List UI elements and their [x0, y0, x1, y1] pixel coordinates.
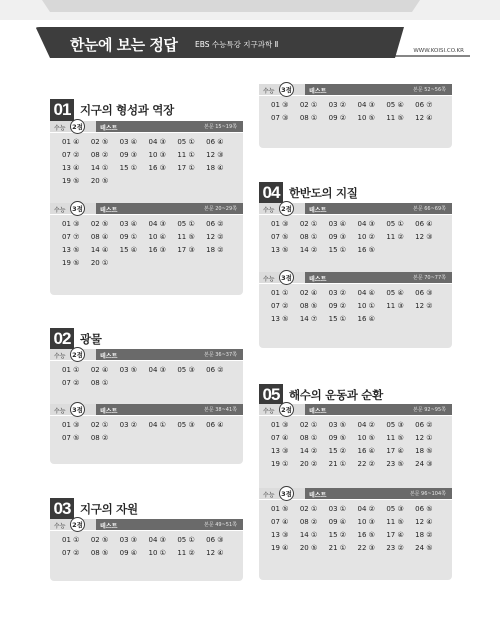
answer-item: 09 ②	[328, 114, 347, 122]
answer-item: 10 ⑤	[357, 114, 375, 122]
answer-item: 01 ①	[271, 289, 289, 297]
answer-item: 13 ⑤	[271, 315, 289, 323]
section-05-heading	[259, 384, 383, 406]
answer-item: 03 ②	[328, 101, 347, 109]
grade-badge: 3점	[279, 486, 294, 501]
test-bar	[50, 203, 243, 214]
test-label: 테스트	[100, 207, 118, 214]
answer-item: 07 ⑦	[62, 233, 80, 241]
answer-grid	[62, 218, 235, 270]
answer-item: 10 ①	[357, 302, 375, 310]
answer-item: 01 ③	[62, 220, 80, 228]
answer-item: 07 ④	[271, 434, 289, 442]
answer-grid	[62, 364, 235, 390]
page-range: 본문 15~19쪽	[204, 124, 237, 130]
answer-item: 19 ⑤	[62, 177, 80, 185]
answer-item: 08 ②	[90, 151, 109, 159]
section-title: 지구의 자원	[80, 502, 138, 516]
section-number: 04	[259, 182, 283, 204]
answer-item: 05 ①	[177, 220, 195, 228]
test-label: 테스트	[309, 88, 327, 95]
answer-item: 02 ①	[299, 421, 318, 429]
test-bar	[259, 203, 452, 214]
answer-item: 20 ②	[299, 460, 318, 468]
answer-item: 03 ⑤	[328, 421, 347, 429]
answer-item: 11 ⑤	[386, 518, 404, 526]
answer-item: 04 ③	[148, 220, 166, 228]
answer-item: 01 ①	[62, 536, 80, 544]
answer-item: 22 ③	[357, 544, 375, 552]
answer-item: 19 ⑤	[62, 259, 80, 267]
suneung-label: 수능	[54, 523, 66, 530]
answer-item: 10 ③	[148, 151, 166, 159]
section-title: 한반도의 지질	[289, 186, 358, 200]
answer-item: 08 ⑤	[299, 302, 318, 310]
answer-item: 19 ④	[271, 544, 289, 552]
answer-item: 15 ④	[119, 246, 138, 254]
answer-item: 11 ⑤	[177, 233, 195, 241]
website-url: WWW.KOISI.CO.KR	[413, 48, 464, 54]
test-label: 테스트	[100, 125, 118, 132]
answer-item: 04 ③	[148, 366, 166, 374]
answer-item: 08 ①	[299, 233, 318, 241]
section-01-heading	[50, 99, 174, 121]
answer-item: 04 ②	[357, 421, 375, 429]
test-bar	[50, 121, 243, 132]
answer-item: 04 ①	[148, 421, 166, 429]
answer-item: 20 ⑤	[299, 544, 318, 552]
answer-item: 07 ⑤	[271, 233, 289, 241]
answer-item: 22 ②	[357, 460, 375, 468]
test-label: 테스트	[309, 408, 327, 415]
test-label: 테스트	[100, 523, 118, 530]
answer-item: 13 ③	[271, 447, 289, 455]
answer-item: 16 ④	[357, 315, 375, 323]
answer-item: 17 ④	[386, 447, 404, 455]
answer-item: 04 ③	[148, 536, 166, 544]
answer-item: 11 ②	[177, 549, 195, 557]
answer-item: 05 ①	[177, 138, 195, 146]
section-number: 01	[50, 99, 74, 121]
answer-item: 09 ①	[119, 233, 138, 241]
answer-item: 02 ⑤	[90, 536, 109, 544]
page-range: 본문 96~104쪽	[409, 491, 446, 497]
answer-item: 21 ①	[328, 460, 347, 468]
answer-item: 02 ①	[90, 421, 109, 429]
suneung-label: 수능	[54, 353, 66, 360]
answer-item: 06 ④	[206, 421, 224, 429]
answer-item: 18 ⑤	[415, 447, 433, 455]
test-label: 테스트	[309, 276, 327, 283]
section-title: 지구의 형성과 역장	[80, 103, 174, 117]
answer-item: 07 ②	[271, 302, 289, 310]
answer-item: 03 ①	[328, 505, 347, 513]
answer-item: 13 ④	[62, 164, 80, 172]
answer-item: 15 ②	[328, 447, 347, 455]
answer-item: 16 ③	[148, 164, 166, 172]
answer-item: 03 ④	[119, 220, 138, 228]
answer-item: 13 ③	[271, 531, 289, 539]
test-label: 테스트	[100, 353, 118, 360]
test-bar	[50, 519, 243, 530]
answer-item: 09 ④	[119, 549, 138, 557]
answer-item: 02 ①	[299, 505, 318, 513]
answer-item: 04 ④	[357, 289, 375, 297]
suneung-label: 수능	[54, 207, 66, 214]
answer-item: 16 ⑤	[357, 246, 375, 254]
answer-item: 16 ⑤	[357, 531, 375, 539]
answer-item: 23 ②	[386, 544, 404, 552]
suneung-label: 수능	[263, 88, 275, 95]
suneung-label: 수능	[263, 408, 275, 415]
answer-item: 17 ③	[177, 246, 195, 254]
answer-item: 24 ③	[415, 460, 433, 468]
answer-item: 07 ③	[271, 114, 289, 122]
section-title: 광물	[80, 332, 102, 346]
answer-item: 01 ③	[271, 220, 289, 228]
answer-item: 01 ③	[271, 421, 289, 429]
answer-item: 15 ①	[328, 246, 347, 254]
answer-item: 02 ①	[299, 220, 318, 228]
answer-item: 10 ③	[357, 518, 375, 526]
test-bar	[50, 349, 243, 360]
section-number: 02	[50, 328, 74, 350]
answer-item: 04 ③	[148, 138, 166, 146]
answer-item: 03 ③	[119, 536, 138, 544]
answer-item: 06 ⑦	[415, 101, 433, 109]
page-range: 본문 38~41쪽	[204, 407, 237, 413]
suneung-label: 수능	[263, 492, 275, 499]
answer-item: 01 ③	[271, 101, 289, 109]
page-header	[0, 0, 500, 60]
answer-item: 07 ④	[271, 518, 289, 526]
answer-item: 05 ④	[386, 101, 404, 109]
answer-item: 11 ①	[177, 151, 195, 159]
grade-badge: 3점	[70, 201, 85, 216]
answer-item: 01 ⑤	[271, 505, 289, 513]
answer-item: 01 ④	[62, 138, 80, 146]
answer-item: 05 ③	[386, 421, 404, 429]
answer-item: 07 ②	[62, 549, 80, 557]
answer-item: 12 ④	[206, 549, 224, 557]
answer-item: 10 ④	[148, 233, 166, 241]
answer-item: 20 ①	[90, 259, 109, 267]
answer-grid	[62, 419, 235, 445]
answer-item: 07 ②	[62, 379, 80, 387]
answer-item: 06 ②	[206, 220, 224, 228]
answer-item: 23 ⑤	[386, 460, 404, 468]
answer-item: 19 ①	[271, 460, 289, 468]
answer-item: 06 ④	[415, 220, 433, 228]
answer-item: 13 ⑤	[62, 246, 80, 254]
grade-badge: 3점	[279, 82, 294, 97]
answer-item: 11 ⑤	[386, 114, 404, 122]
answer-item: 09 ③	[119, 151, 138, 159]
answer-item: 10 ①	[148, 549, 166, 557]
answer-item: 10 ②	[357, 233, 375, 241]
answer-item: 12 ①	[415, 434, 433, 442]
test-label: 테스트	[100, 408, 118, 415]
answer-item: 08 ①	[299, 434, 318, 442]
answer-item: 05 ④	[386, 289, 404, 297]
grade-badge: 3점	[279, 270, 294, 285]
suneung-label: 수능	[54, 125, 66, 132]
answer-item: 03 ⑤	[119, 366, 138, 374]
answer-item: 08 ①	[90, 379, 109, 387]
test-label: 테스트	[309, 207, 327, 214]
answer-item: 14 ②	[299, 447, 318, 455]
answer-item: 06 ④	[206, 138, 224, 146]
answer-item: 12 ③	[206, 151, 224, 159]
page-range: 본문 52~56쪽	[413, 87, 446, 93]
answer-item: 24 ⑤	[415, 544, 433, 552]
section-number: 03	[50, 498, 74, 520]
answer-item: 05 ①	[386, 220, 404, 228]
answer-item: 07 ⑤	[62, 434, 80, 442]
answer-item: 14 ②	[299, 246, 318, 254]
suneung-label: 수능	[263, 276, 275, 283]
answer-item: 12 ②	[415, 302, 433, 310]
section-number: 05	[259, 384, 283, 406]
answer-item: 16 ③	[148, 246, 166, 254]
answer-item: 08 ⑤	[90, 549, 109, 557]
answer-item: 05 ③	[177, 421, 195, 429]
answer-item: 05 ①	[177, 536, 195, 544]
answer-grid	[271, 99, 444, 125]
answer-item: 08 ①	[299, 114, 318, 122]
answer-item: 14 ⑦	[299, 315, 318, 323]
answer-item: 21 ①	[328, 544, 347, 552]
answer-item: 12 ④	[415, 518, 433, 526]
answer-item: 12 ③	[415, 233, 433, 241]
answer-item: 04 ③	[357, 220, 375, 228]
section-04-heading	[259, 182, 358, 204]
test-bar	[50, 404, 243, 415]
answer-item: 13 ⑤	[271, 246, 289, 254]
answer-item: 17 ④	[386, 531, 404, 539]
book-title: EBS 수능특강 지구과학 Ⅱ	[195, 40, 279, 49]
page-range: 본문 70~77쪽	[413, 275, 446, 281]
answer-item: 03 ④	[328, 220, 347, 228]
answer-grid	[62, 534, 235, 560]
answer-item: 08 ②	[299, 518, 318, 526]
grade-badge: 2점	[279, 201, 294, 216]
answer-item: 14 ④	[90, 246, 109, 254]
answer-item: 03 ②	[328, 289, 347, 297]
grade-badge: 2점	[279, 402, 294, 417]
answer-item: 02 ④	[299, 289, 318, 297]
answer-item: 07 ②	[62, 151, 80, 159]
test-bar	[259, 404, 452, 415]
answer-item: 06 ②	[415, 421, 433, 429]
page-range: 본문 92~95쪽	[413, 407, 446, 413]
page-range: 본문 66~69쪽	[413, 206, 446, 212]
answer-item: 18 ④	[206, 164, 224, 172]
answer-item: 14 ①	[90, 164, 109, 172]
answer-item: 09 ⑤	[328, 434, 347, 442]
answer-grid	[271, 287, 444, 326]
test-bar	[259, 488, 452, 499]
answer-item: 02 ⑤	[90, 220, 109, 228]
section-title: 해수의 운동과 순환	[289, 388, 383, 402]
answer-item: 18 ②	[415, 531, 433, 539]
answer-item: 09 ②	[328, 302, 347, 310]
grade-badge: 2점	[70, 119, 85, 134]
answer-item: 04 ②	[357, 505, 375, 513]
answer-item: 08 ④	[90, 233, 109, 241]
grade-badge: 2점	[70, 347, 85, 362]
test-bar	[259, 84, 452, 95]
answer-item: 08 ②	[90, 434, 109, 442]
answer-item: 09 ③	[328, 233, 347, 241]
answer-item: 12 ④	[415, 114, 433, 122]
test-bar	[259, 272, 452, 283]
answer-grid	[271, 503, 444, 555]
page-range: 본문 36~37쪽	[204, 352, 237, 358]
answer-item: 05 ③	[177, 366, 195, 374]
answer-item: 14 ①	[299, 531, 318, 539]
grade-badge: 3점	[70, 402, 85, 417]
answer-item: 15 ①	[119, 164, 138, 172]
answer-item: 16 ④	[357, 447, 375, 455]
suneung-label: 수능	[263, 207, 275, 214]
answer-item: 11 ②	[386, 233, 404, 241]
answer-item: 01 ①	[62, 366, 80, 374]
answer-item: 06 ②	[206, 366, 224, 374]
answer-item: 02 ①	[299, 101, 318, 109]
suneung-label: 수능	[54, 408, 66, 415]
answer-grid	[271, 419, 444, 471]
grade-badge: 2점	[70, 517, 85, 532]
answer-grid	[271, 218, 444, 257]
page-range: 본문 49~51쪽	[204, 522, 237, 528]
answer-item: 05 ③	[386, 505, 404, 513]
answer-item: 04 ③	[357, 101, 375, 109]
answer-item: 20 ⑤	[90, 177, 109, 185]
answer-item: 12 ②	[206, 233, 224, 241]
section-03-heading	[50, 498, 138, 520]
test-label: 테스트	[309, 492, 327, 499]
answer-item: 03 ②	[119, 421, 138, 429]
answer-item: 02 ④	[90, 366, 109, 374]
answer-item: 03 ④	[119, 138, 138, 146]
answer-grid	[62, 136, 235, 188]
answer-item: 11 ③	[386, 302, 404, 310]
answer-item: 10 ⑤	[357, 434, 375, 442]
answer-item: 09 ④	[328, 518, 347, 526]
page-range: 본문 20~29쪽	[204, 206, 237, 212]
answer-item: 11 ⑤	[386, 434, 404, 442]
answer-item: 15 ①	[328, 315, 347, 323]
answer-item: 17 ①	[177, 164, 195, 172]
answer-item: 06 ③	[415, 289, 433, 297]
answer-item: 15 ②	[328, 531, 347, 539]
answer-item: 01 ③	[62, 421, 80, 429]
answer-item: 02 ⑤	[90, 138, 109, 146]
answer-item: 06 ⑤	[415, 505, 433, 513]
page-title: 한눈에 보는 정답	[70, 36, 178, 54]
answer-item: 18 ②	[206, 246, 224, 254]
answer-item: 06 ③	[206, 536, 224, 544]
